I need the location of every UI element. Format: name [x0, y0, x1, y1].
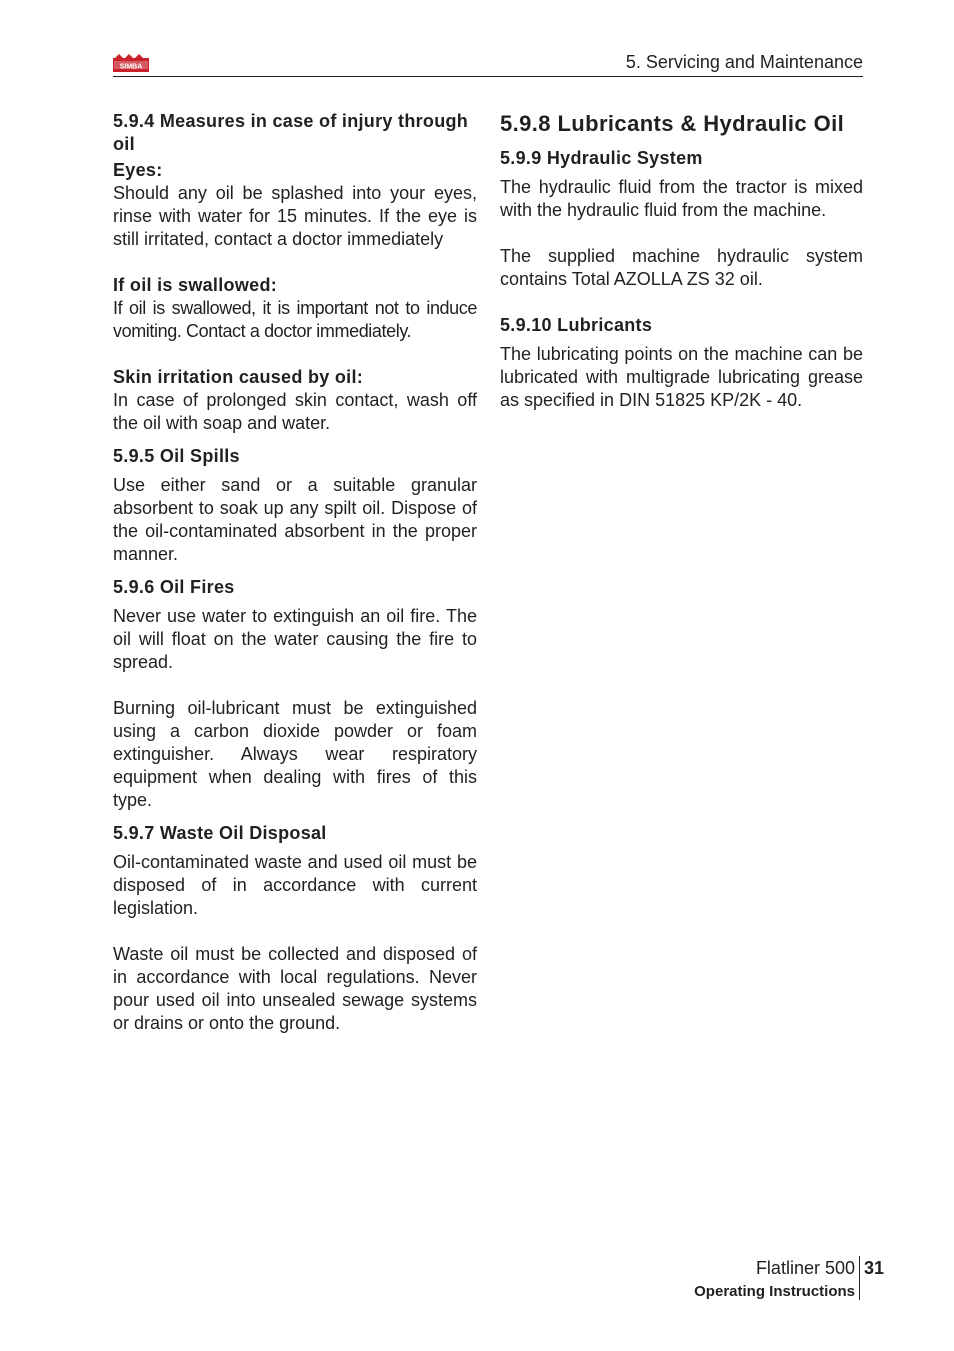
logo-text: SIMBA	[119, 63, 143, 71]
page-number: 31	[864, 1258, 885, 1278]
section-5-9-6-title: 5.9.6 Oil Fires	[113, 577, 235, 597]
header-title: 5. Servicing and Maintenance	[625, 52, 863, 72]
section-5-9-8-title: 5.9.8 Lubricants & Hydraulic Oil	[500, 111, 845, 136]
section-5-9-5-text: Use either sand or a suitable granular absorbent to soak up any spilt oil. Dispose of the oil-contaminated absorbent in the proper manner.	[113, 475, 477, 564]
section-5-9-7-text-1: Oil-contaminated waste and used oil must be disposed of in accordance with current legislation.	[113, 852, 477, 918]
section-5-9-7-title: 5.9.7 Waste Oil Disposal	[113, 823, 327, 843]
eyes-title: Eyes:	[113, 160, 163, 180]
swallowed-text: If oil is swallowed, it is important not to induce vomiting. Contact a doctor immediately.	[113, 298, 477, 341]
section-5-9-4-title: 5.9.4 Measures in case of injury through oil	[113, 111, 469, 154]
skin-title: Skin irritation caused by oil:	[113, 367, 364, 387]
section-5-9-9-text-1: The hydraulic fluid from the tractor is mixed with the hydraulic fluid from the machine.	[500, 177, 863, 220]
section-5-9-6-text-1: Never use water to extinguish an oil fire. The oil will float on the water causing the fire to spread.	[113, 606, 477, 672]
right-column	[500, 110, 863, 412]
section-5-9-7-text-2: Waste oil must be collected and disposed of in accordance with local regulations. Never pour used oil into unsealed sewage systems or drains or onto the ground.	[113, 944, 477, 1033]
section-5-9-10-title: 5.9.10 Lubricants	[500, 315, 653, 335]
eyes-text: Should any oil be splashed into your eyes, rinse with water for 15 minutes. If the eye is still irritated, contact a doctor immediately	[113, 183, 477, 249]
section-5-9-6-text-2: Burning oil-lubricant must be extinguished using a carbon dioxide powder or foam extinguisher. Always wear respiratory equipment when dealing with fires of this type.	[113, 698, 477, 810]
section-5-9-9-text-2: The supplied machine hydraulic system contains Total AZOLLA ZS 32 oil.	[500, 246, 863, 289]
left-column	[113, 110, 477, 1035]
footer-product-name: Flatliner 500	[755, 1258, 855, 1278]
swallowed-title: If oil is swallowed:	[113, 275, 278, 295]
section-5-9-9-title: 5.9.9 Hydraulic System	[500, 148, 703, 168]
section-5-9-5-title: 5.9.5 Oil Spills	[113, 446, 240, 466]
footer-subtitle: Operating Instructions	[694, 1283, 855, 1300]
simba-logo	[113, 54, 149, 74]
page-header	[113, 48, 863, 77]
footer-divider	[859, 1256, 860, 1300]
skin-text: In case of prolonged skin contact, wash off the oil with soap and water.	[113, 390, 477, 433]
section-5-9-10-text: The lubricating points on the machine can be lubricated with multigrade lubricating grease as specified in DIN 51825 KP/2K - 40.	[500, 344, 863, 410]
